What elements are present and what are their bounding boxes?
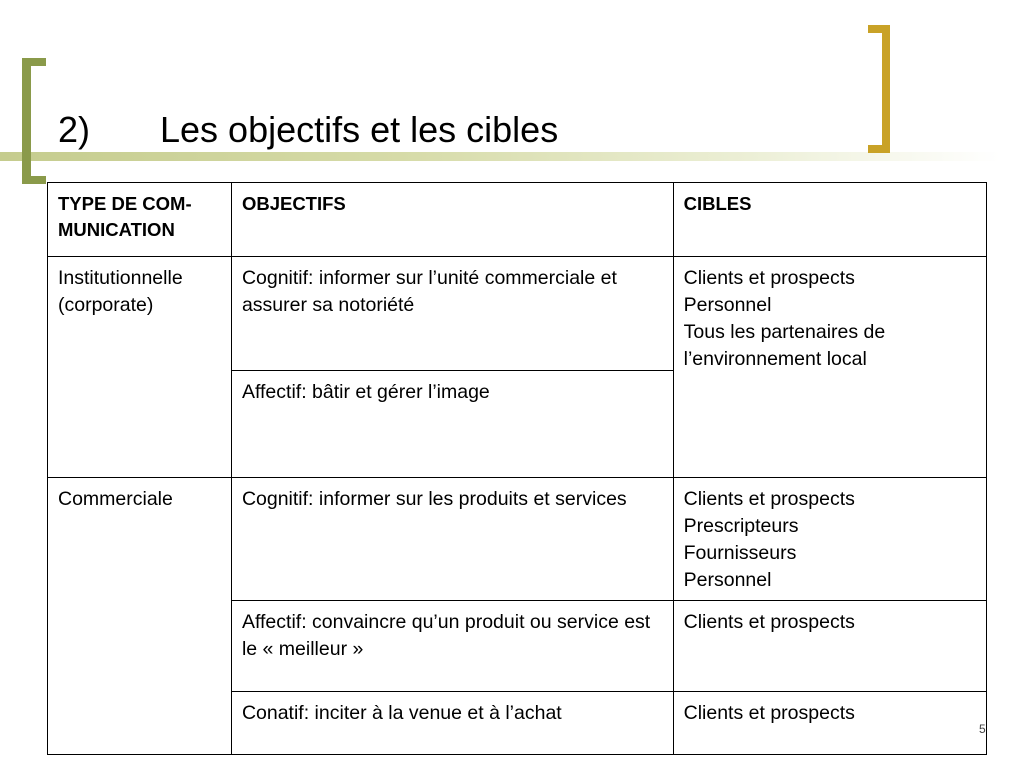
cible-item: Fournisseurs <box>683 542 797 564</box>
slide-title <box>58 106 558 154</box>
objectif-cell: Affectif: convaincre qu’un produit ou service est le « meilleur » <box>231 601 673 692</box>
objectives-table <box>47 182 987 755</box>
header-type: TYPE DE COM- MUNICATION <box>48 183 232 257</box>
cible-item: Clients et prospects <box>683 267 855 289</box>
cibles-cell: Clients et prospects <box>673 692 986 755</box>
cible-item: Personnel <box>683 294 772 316</box>
title-number: 2) <box>58 109 91 150</box>
cible-item: Personnel <box>683 569 772 591</box>
cibles-cell: Clients et prospects <box>673 601 986 692</box>
cible-item: Clients et prospects <box>683 488 855 510</box>
header-objectifs: OBJECTIFS <box>231 183 673 257</box>
type-cell: Institutionnelle (corporate) <box>48 257 232 478</box>
objectif-cell: Cognitif: informer sur les produits et services <box>231 478 673 601</box>
title-text: Les objectifs et les cibles <box>160 109 559 150</box>
cible-item: Prescripteurs <box>683 515 799 537</box>
type-cell: Commerciale <box>48 478 232 755</box>
header-cibles: CIBLES <box>673 183 986 257</box>
objectif-cell: Cognitif: informer sur l’unité commerciale et assurer sa notoriété <box>231 257 673 371</box>
left-bracket-decoration <box>22 58 46 184</box>
table-row <box>48 257 987 371</box>
slide-number: 5 <box>979 722 986 736</box>
cible-item: Tous les partenaires de l’environnement local <box>683 321 886 370</box>
cibles-cell <box>673 257 986 478</box>
cibles-cell <box>673 478 986 601</box>
objectif-cell: Affectif: bâtir et gérer l’image <box>231 371 673 478</box>
objectif-cell: Conatif: inciter à la venue et à l’achat <box>231 692 673 755</box>
right-bracket-decoration <box>868 25 890 153</box>
table-header-row <box>48 183 987 257</box>
table-row <box>48 478 987 601</box>
